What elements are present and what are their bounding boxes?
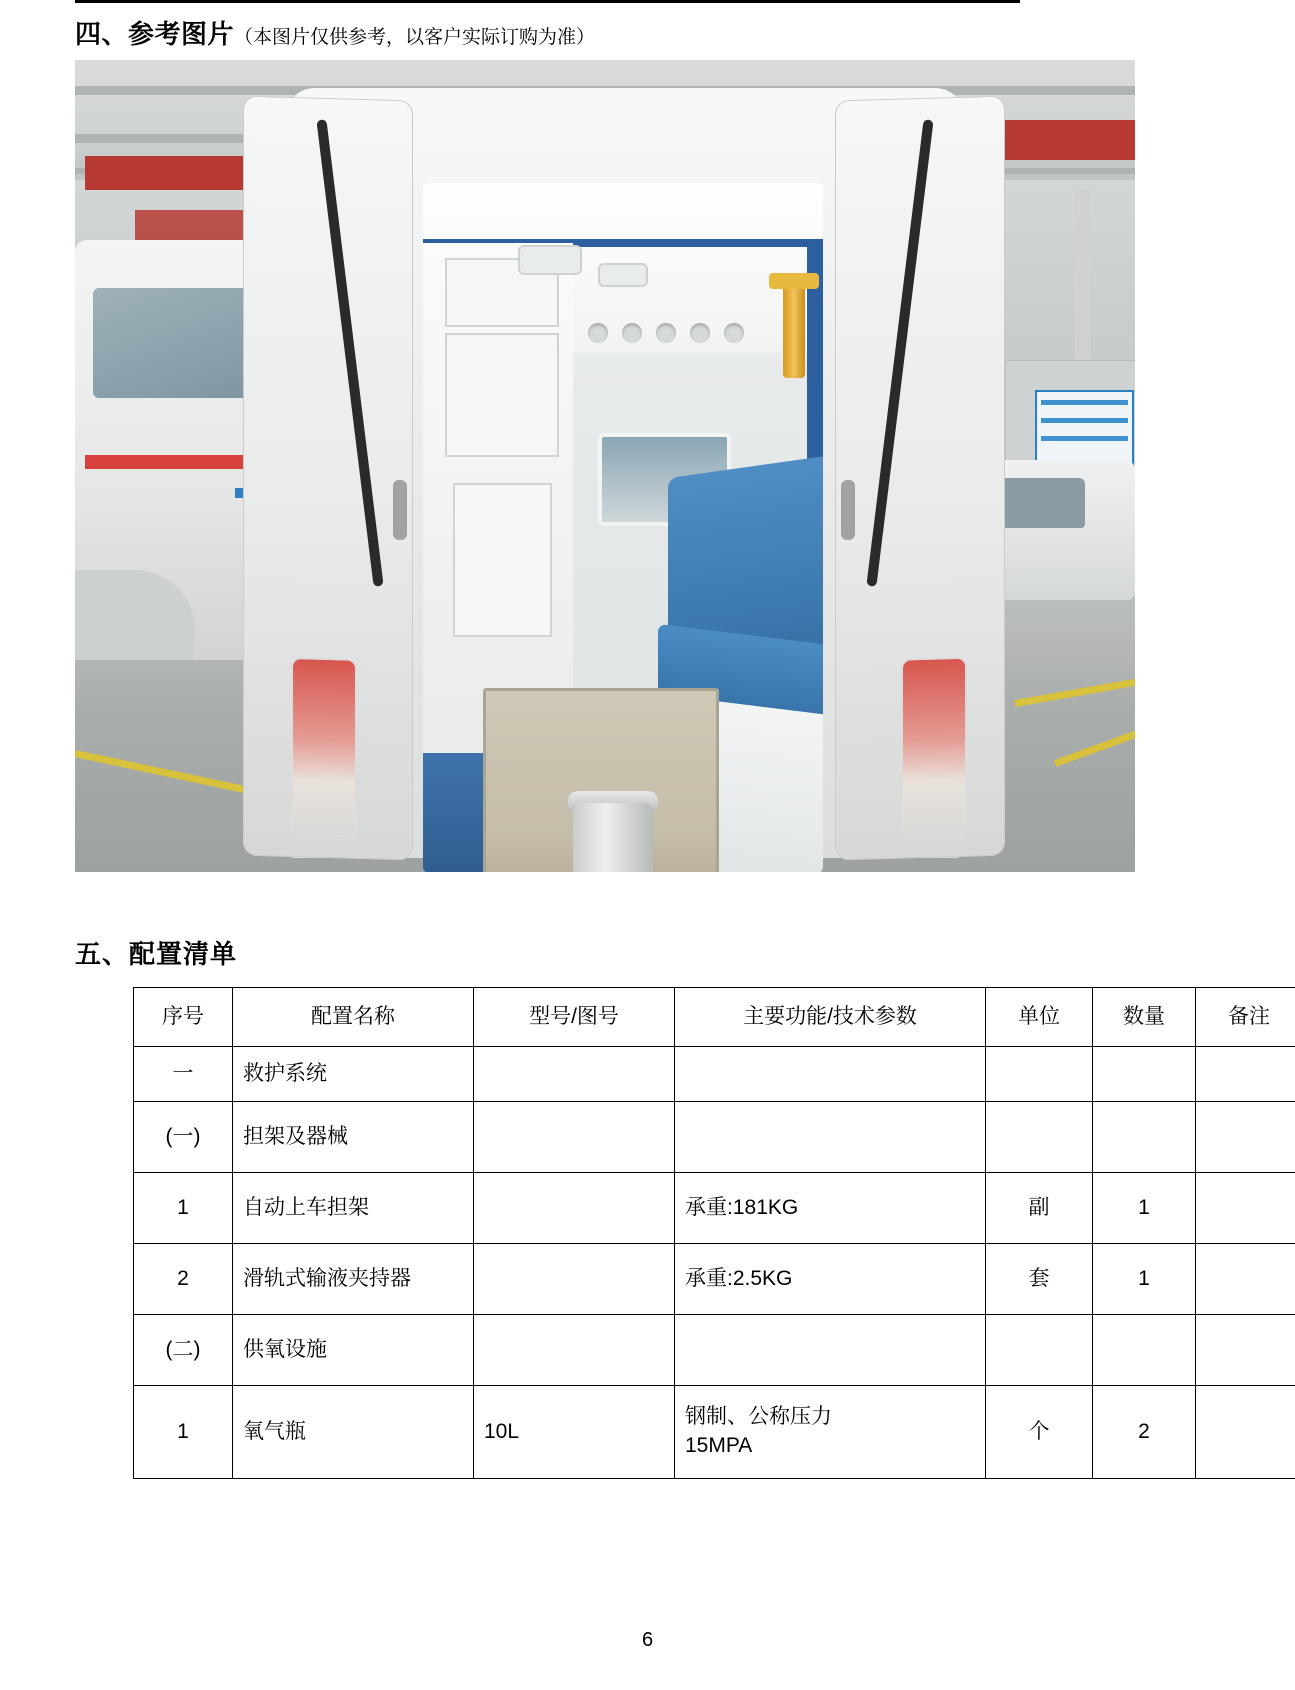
column-header-unit: 单位 <box>986 987 1093 1046</box>
cell-spec <box>675 1314 986 1385</box>
yellow-grab-handle <box>783 283 805 378</box>
cell-model: 10L <box>474 1385 675 1478</box>
cell-name: 担架及器械 <box>233 1101 474 1172</box>
table-row <box>134 1314 1295 1385</box>
side-cabinet <box>445 333 559 457</box>
cell-no: (二) <box>134 1314 233 1385</box>
cell-no: 2 <box>134 1243 233 1314</box>
cell-spec: 承重:2.5KG <box>675 1243 986 1314</box>
section-note-photos: （本图片仅供参考，以客户实际订购为准） <box>234 27 596 48</box>
van-wheel-arch <box>75 570 195 660</box>
cell-qty: 1 <box>1093 1172 1196 1243</box>
ambulance-interior-illustration <box>75 60 1135 872</box>
poster-bar <box>1041 436 1128 441</box>
table-header-row <box>134 987 1295 1046</box>
configuration-table <box>133 987 1295 1479</box>
cell-qty <box>1093 1046 1196 1101</box>
column-header-no: 序号 <box>134 987 233 1046</box>
section-title-photos: 参考图片 <box>128 19 235 49</box>
poster-bar <box>1041 400 1128 405</box>
cell-spec <box>675 1385 986 1478</box>
waste-bin <box>573 803 653 872</box>
cell-remark <box>1196 1385 1295 1478</box>
table-row <box>134 1101 1295 1172</box>
section-heading-config-list <box>75 934 1220 971</box>
cell-qty: 1 <box>1093 1243 1196 1314</box>
section-title-config-list: 配置清单 <box>129 938 238 969</box>
ambulance-cabin <box>423 183 823 872</box>
table-row <box>134 1243 1295 1314</box>
vent-dot <box>588 323 608 343</box>
section-number-photos: 四、 <box>75 19 129 49</box>
vent-dot <box>690 323 710 343</box>
cell-spec-line1: 钢制、公称压力 <box>685 1405 832 1429</box>
side-counter <box>453 483 552 637</box>
door-handle-right <box>841 480 855 540</box>
cell-remark <box>1196 1046 1295 1101</box>
cell-model <box>474 1172 675 1243</box>
cell-unit <box>986 1314 1093 1385</box>
table-row <box>134 1046 1295 1101</box>
cell-qty <box>1093 1314 1196 1385</box>
cell-name: 滑轨式输液夹持器 <box>233 1243 474 1314</box>
section-heading-photos <box>75 0 1220 52</box>
column-header-name: 配置名称 <box>233 987 474 1046</box>
cell-name: 氧气瓶 <box>233 1385 474 1478</box>
cell-spec-line2: 15MPA <box>685 1433 753 1457</box>
column-header-qty: 数量 <box>1093 987 1196 1046</box>
table-row <box>134 1385 1295 1478</box>
cell-remark <box>1196 1314 1295 1385</box>
vent-dot <box>622 323 642 343</box>
cell-model <box>474 1101 675 1172</box>
cell-no: 1 <box>134 1385 233 1478</box>
cell-remark <box>1196 1172 1295 1243</box>
column-header-remark: 备注 <box>1196 987 1295 1046</box>
page-number: 6 <box>641 1629 654 1651</box>
cell-name: 自动上车担架 <box>233 1172 474 1243</box>
cell-model <box>474 1314 675 1385</box>
cell-spec: 承重:181KG <box>675 1172 986 1243</box>
ambulance-rear-view <box>225 88 1015 872</box>
cell-spec <box>675 1046 986 1101</box>
cell-no: 一 <box>134 1046 233 1101</box>
cell-unit: 副 <box>986 1172 1093 1243</box>
cell-qty <box>1093 1101 1196 1172</box>
vent-dot <box>656 323 676 343</box>
taillight-right <box>901 656 967 837</box>
cell-spec <box>675 1101 986 1172</box>
ceiling-light <box>598 263 648 287</box>
taillight-left <box>291 657 357 838</box>
section-number-config-list: 五、 <box>75 938 130 969</box>
cell-remark <box>1196 1243 1295 1314</box>
cell-name: 供氧设施 <box>233 1314 474 1385</box>
page-top-rule <box>75 0 1020 3</box>
cell-unit: 个 <box>986 1385 1093 1478</box>
door-handle-left <box>393 480 407 540</box>
reference-photo <box>75 60 1135 872</box>
cell-qty: 2 <box>1093 1385 1196 1478</box>
column-header-model: 型号/图号 <box>474 987 675 1046</box>
cell-no: (一) <box>134 1101 233 1172</box>
cell-unit <box>986 1101 1093 1172</box>
cell-model <box>474 1046 675 1101</box>
cell-remark <box>1196 1101 1295 1172</box>
ceiling-vent-row <box>588 323 744 343</box>
ceiling-light <box>518 245 582 275</box>
table-row <box>134 1172 1295 1243</box>
cell-model <box>474 1243 675 1314</box>
poster-bar <box>1041 418 1128 423</box>
column-header-spec: 主要功能/技术参数 <box>675 987 986 1046</box>
cell-unit: 套 <box>986 1243 1093 1314</box>
cell-no: 1 <box>134 1172 233 1243</box>
cell-name: 救护系统 <box>233 1046 474 1101</box>
cell-unit <box>986 1046 1093 1101</box>
vent-dot <box>724 323 744 343</box>
